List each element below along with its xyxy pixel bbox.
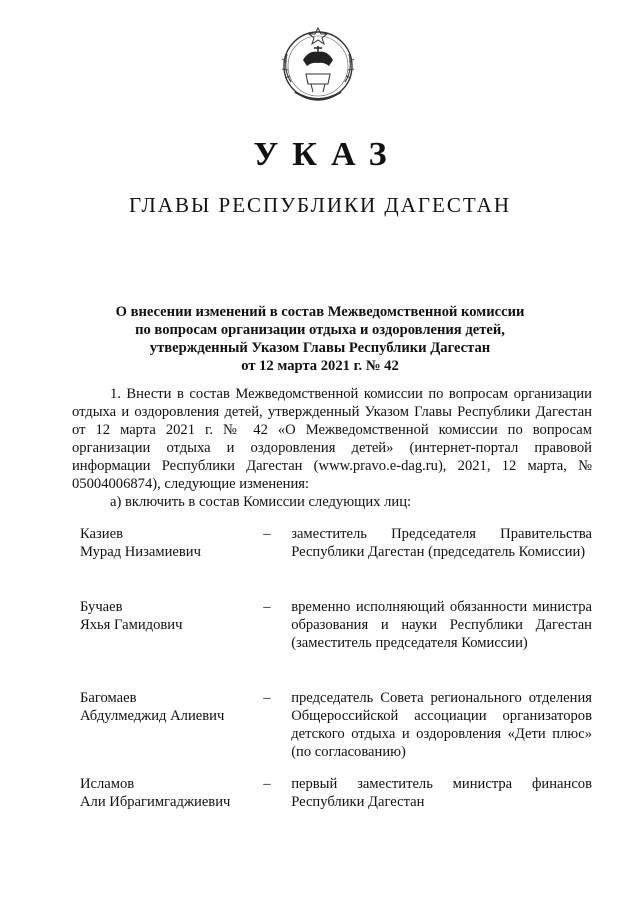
- member-name: [80, 525, 259, 561]
- member-position: председатель Совета регионального отделения Общероссийской ассоциации организаторов детского отдыха и оздоровления «Дети плюс» (по согласованию): [291, 690, 592, 760]
- document-title: УКАЗ: [253, 136, 401, 173]
- member-given-name: Али Ибрагимгаджиевич: [80, 794, 231, 810]
- member-dash: –: [263, 690, 271, 706]
- member-name: [80, 689, 259, 761]
- member-surname: Багомаев: [80, 690, 137, 706]
- subparagraph-a: а) включить в состав Комиссии следующих лиц:: [110, 494, 412, 510]
- member-row: [80, 525, 592, 561]
- heading-line: О внесении изменений в состав Межведомственной комиссии: [115, 304, 525, 320]
- member-row: [80, 775, 592, 811]
- decree-body: [72, 385, 592, 511]
- member-position: временно исполняющий обязанности министра образования и науки Республики Дагестан (заместитель председателя Комиссии): [291, 599, 592, 651]
- decree-heading: [60, 303, 580, 375]
- heading-line: утвержденный Указом Главы Республики Дагестан: [149, 340, 491, 356]
- member-surname: Бучаев: [80, 599, 123, 615]
- member-position: первый заместитель министра финансов Республики Дагестан: [291, 776, 592, 810]
- member-name: [80, 775, 259, 811]
- heading-line: по вопросам организации отдыха и оздоровления детей,: [135, 322, 505, 338]
- paragraph-1: 1. Внести в состав Межведомственной комиссии по вопросам организации отдыха и оздоровления детей, утвержденный Указом Главы Республики Дагестан от 12 марта 2021 г. № 42 «О Межведомственной комиссии по вопросам организации отдыха и оздоровления детей» (интернет-портал правовой информации Республики Дагестан (www.pravo.e-dag.ru), 2021, 12 марта, № 05004006874), следующие изменения:: [72, 386, 592, 492]
- member-row: [80, 598, 592, 652]
- member-surname: Казиев: [80, 526, 123, 542]
- member-given-name: Яхья Гамидович: [80, 617, 183, 633]
- member-row: [80, 689, 592, 761]
- coat-of-arms-emblem: [273, 22, 363, 112]
- member-given-name: Мурад Низамиевич: [80, 544, 201, 560]
- document-subtitle: ГЛАВЫ РЕСПУБЛИКИ ДАГЕСТАН: [128, 193, 512, 217]
- member-position: заместитель Председателя Правительства Республики Дагестан (председатель Комиссии): [291, 526, 592, 560]
- member-dash: –: [263, 776, 271, 792]
- member-given-name: Абдулмеджид Алиевич: [80, 708, 225, 724]
- member-surname: Исламов: [80, 776, 135, 792]
- member-dash: –: [263, 599, 271, 615]
- member-dash: –: [263, 526, 271, 542]
- member-name: [80, 598, 259, 652]
- heading-line: от 12 марта 2021 г. № 42: [241, 358, 399, 374]
